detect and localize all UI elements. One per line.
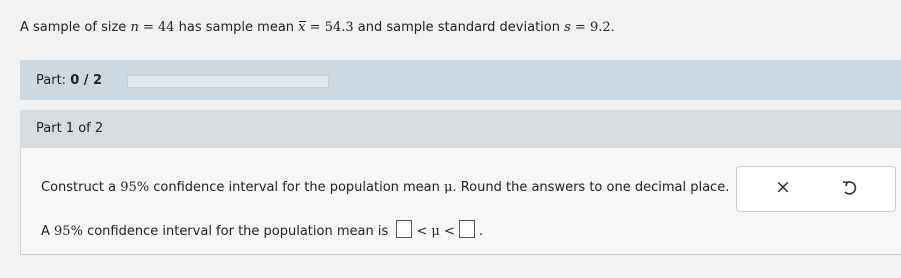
part-progress-text: 0 / 2	[70, 73, 103, 88]
problem-statement	[20, 20, 615, 35]
answer-line	[41, 220, 483, 239]
equals-sign: =	[305, 20, 325, 35]
progress-track	[127, 75, 329, 88]
part-label-text: Part:	[36, 73, 67, 88]
question-text	[41, 180, 729, 195]
mu-symbol: μ	[444, 180, 453, 195]
answer-text-a: A	[41, 224, 55, 239]
problem-text: has sample mean	[174, 20, 299, 35]
clear-icon[interactable]: ×	[775, 176, 791, 198]
question-text-a: Construct a	[41, 180, 121, 195]
equals-sign: =	[138, 20, 158, 35]
problem-text: and sample standard deviation	[353, 20, 565, 35]
period: .	[478, 224, 484, 239]
part-progress-bar	[20, 60, 901, 100]
subpart-header	[20, 110, 901, 148]
upper-bound-input[interactable]	[459, 220, 475, 238]
sample-size-value: 44	[157, 20, 175, 35]
sample-sd-value: 9.2	[589, 20, 611, 35]
question-text-b: confidence interval for the population mean	[149, 180, 445, 195]
subpart-label: Part 1 of 2	[36, 121, 104, 136]
lower-bound-input[interactable]	[396, 220, 412, 238]
part-label	[36, 73, 102, 88]
answer-text-b: confidence interval for the population mean is	[82, 224, 393, 239]
less-than-sign: <	[444, 224, 455, 239]
question-text-c: . Round the answers to one decimal place.	[452, 180, 730, 195]
n-variable: n	[130, 20, 139, 35]
problem-text: A sample of size	[20, 20, 131, 35]
confidence-level: 95%	[54, 224, 83, 239]
mu-symbol: μ	[427, 224, 444, 239]
sample-mean-value: 54.3	[324, 20, 354, 35]
period: .	[610, 20, 615, 35]
equals-sign: =	[570, 20, 590, 35]
answer-tools	[736, 166, 896, 212]
less-than-sign: <	[416, 224, 428, 239]
xbar-variable: x	[298, 20, 306, 35]
undo-icon[interactable]	[841, 179, 859, 197]
confidence-level: 95%	[120, 180, 150, 195]
s-variable: s	[564, 20, 571, 35]
